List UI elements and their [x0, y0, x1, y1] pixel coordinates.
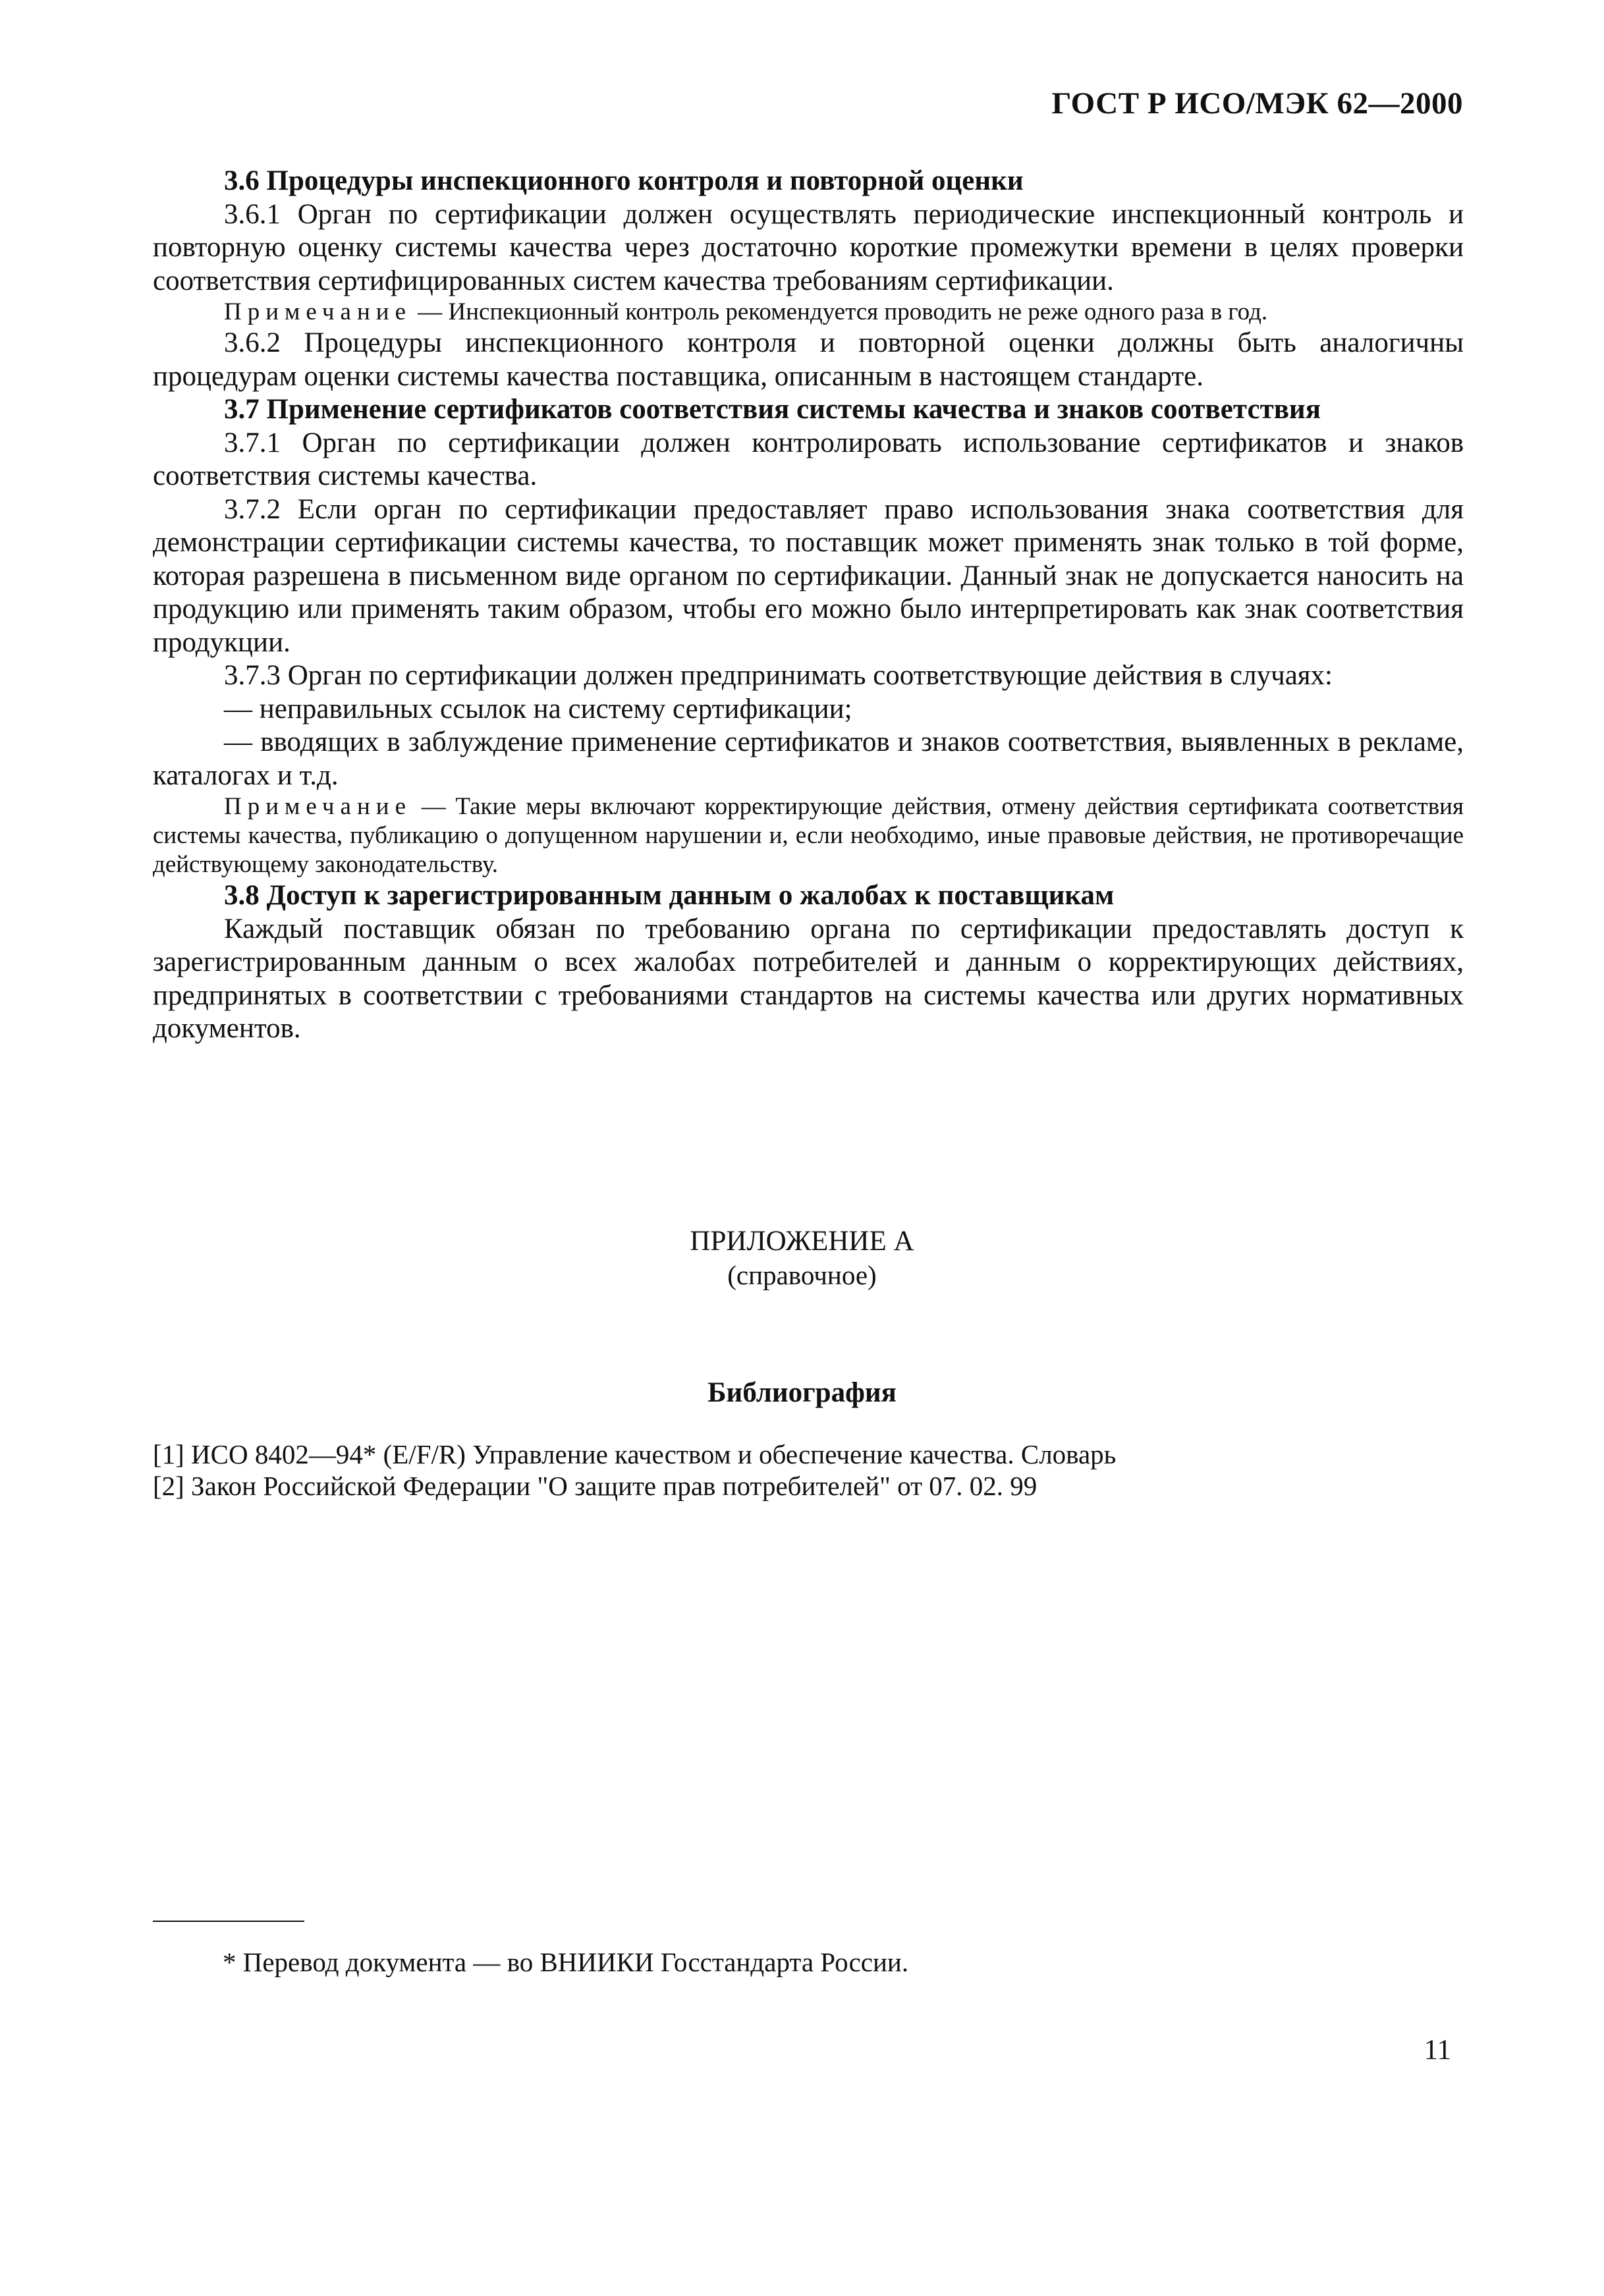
paragraph-3-7-2: 3.7.2 Если орган по сертификации предоставляет право использования знака соответствия для демонстрации сертификации системы качества, то поставщик может применять знак только в той форме, которая разрешена в письменном виде органом по сертификации. Данный знак не допускается наносить на продукцию или применять таким образом, чтобы его можно было интерпретировать как знак соответствия продукции. [153, 493, 1464, 658]
bibliography-item: [1] ИСО 8402—94* (E/F/R) Управление качеством и обеспечение качества. Словарь [153, 1439, 1117, 1469]
standard-id-header: ГОСТ Р ИСО/МЭК 62—2000 [1051, 86, 1463, 121]
page-number: 11 [1424, 2035, 1451, 2065]
paragraph-3-6-2: 3.6.2 Процедуры инспекционного контроля и повторной оценки должны быть аналогичны процедурам оценки системы качества поставщика, описанным в настоящем стандарте. [153, 327, 1464, 392]
section-3-7-heading: 3.7 Применение сертификатов соответствия системы качества и знаков соответствия [224, 394, 1321, 425]
note-label: Примечание [224, 793, 412, 820]
paragraph-3-6-1: 3.6.1 Орган по сертификации должен осуществлять периодические инспекционный контроль и повторную оценку системы качества через достаточно короткие промежутки времени в целях проверки соответствия сертифицированных систем качества требованиям сертификации. [153, 198, 1464, 296]
appendix-subtitle: (справочное) [727, 1260, 877, 1290]
list-item: — неправильных ссылок на систему сертификации; [224, 693, 852, 724]
bibliography-item: [2] Закон Российской Федерации "О защите прав потребителей" от 07. 02. 99 [153, 1471, 1037, 1501]
paragraph-3-8: Каждый поставщик обязан по требованию органа по сертификации предоставлять доступ к зарегистрированным данным о всех жалобах потребителей и данным о корректирующих действиях, предпринятых в соответствии с требованиями стандартов на системы качества или других нормативных документов. [153, 913, 1464, 1044]
body-text [153, 165, 1464, 1046]
bibliography-list [153, 1438, 1464, 1502]
bibliography-heading: Библиография [707, 1377, 897, 1408]
note-text: — Такие меры включают корректирующие действия, отмену действия сертификата соответствия системы качества, публикацию о допущенном нарушении и, если необходимо, иные правовые действия, не противоречащие действующему законодательству. [153, 793, 1464, 878]
section-3-6-heading: 3.6 Процедуры инспекционного контроля и повторной оценки [224, 165, 1024, 196]
paragraph-3-7-1: 3.7.1 Орган по сертификации должен контролировать использование сертификатов и знаков соответствия системы качества. [153, 427, 1464, 491]
paragraph-3-7-3: 3.7.3 Орган по сертификации должен предпринимать соответствующие действия в случаях: [224, 660, 1333, 691]
note-label: Примечание [224, 298, 412, 325]
footnote-divider [153, 1921, 304, 1922]
note-3-6 [153, 298, 1464, 327]
note-text: — Инспекционный контроль рекомендуется проводить не реже одного раза в год. [412, 298, 1268, 325]
note-3-7 [153, 792, 1464, 879]
section-3-8-heading: 3.8 Доступ к зарегистрированным данным о жалобах к поставщикам [224, 880, 1115, 911]
footnote: * Перевод документа — во ВНИИКИ Госстандарта России. [223, 1947, 909, 1977]
list-item: — вводящих в заблуждение применение сертификатов и знаков соответствия, выявленных в рекламе, каталогах и т.д. [153, 726, 1464, 791]
appendix-title: ПРИЛОЖЕНИЕ А [690, 1226, 914, 1257]
